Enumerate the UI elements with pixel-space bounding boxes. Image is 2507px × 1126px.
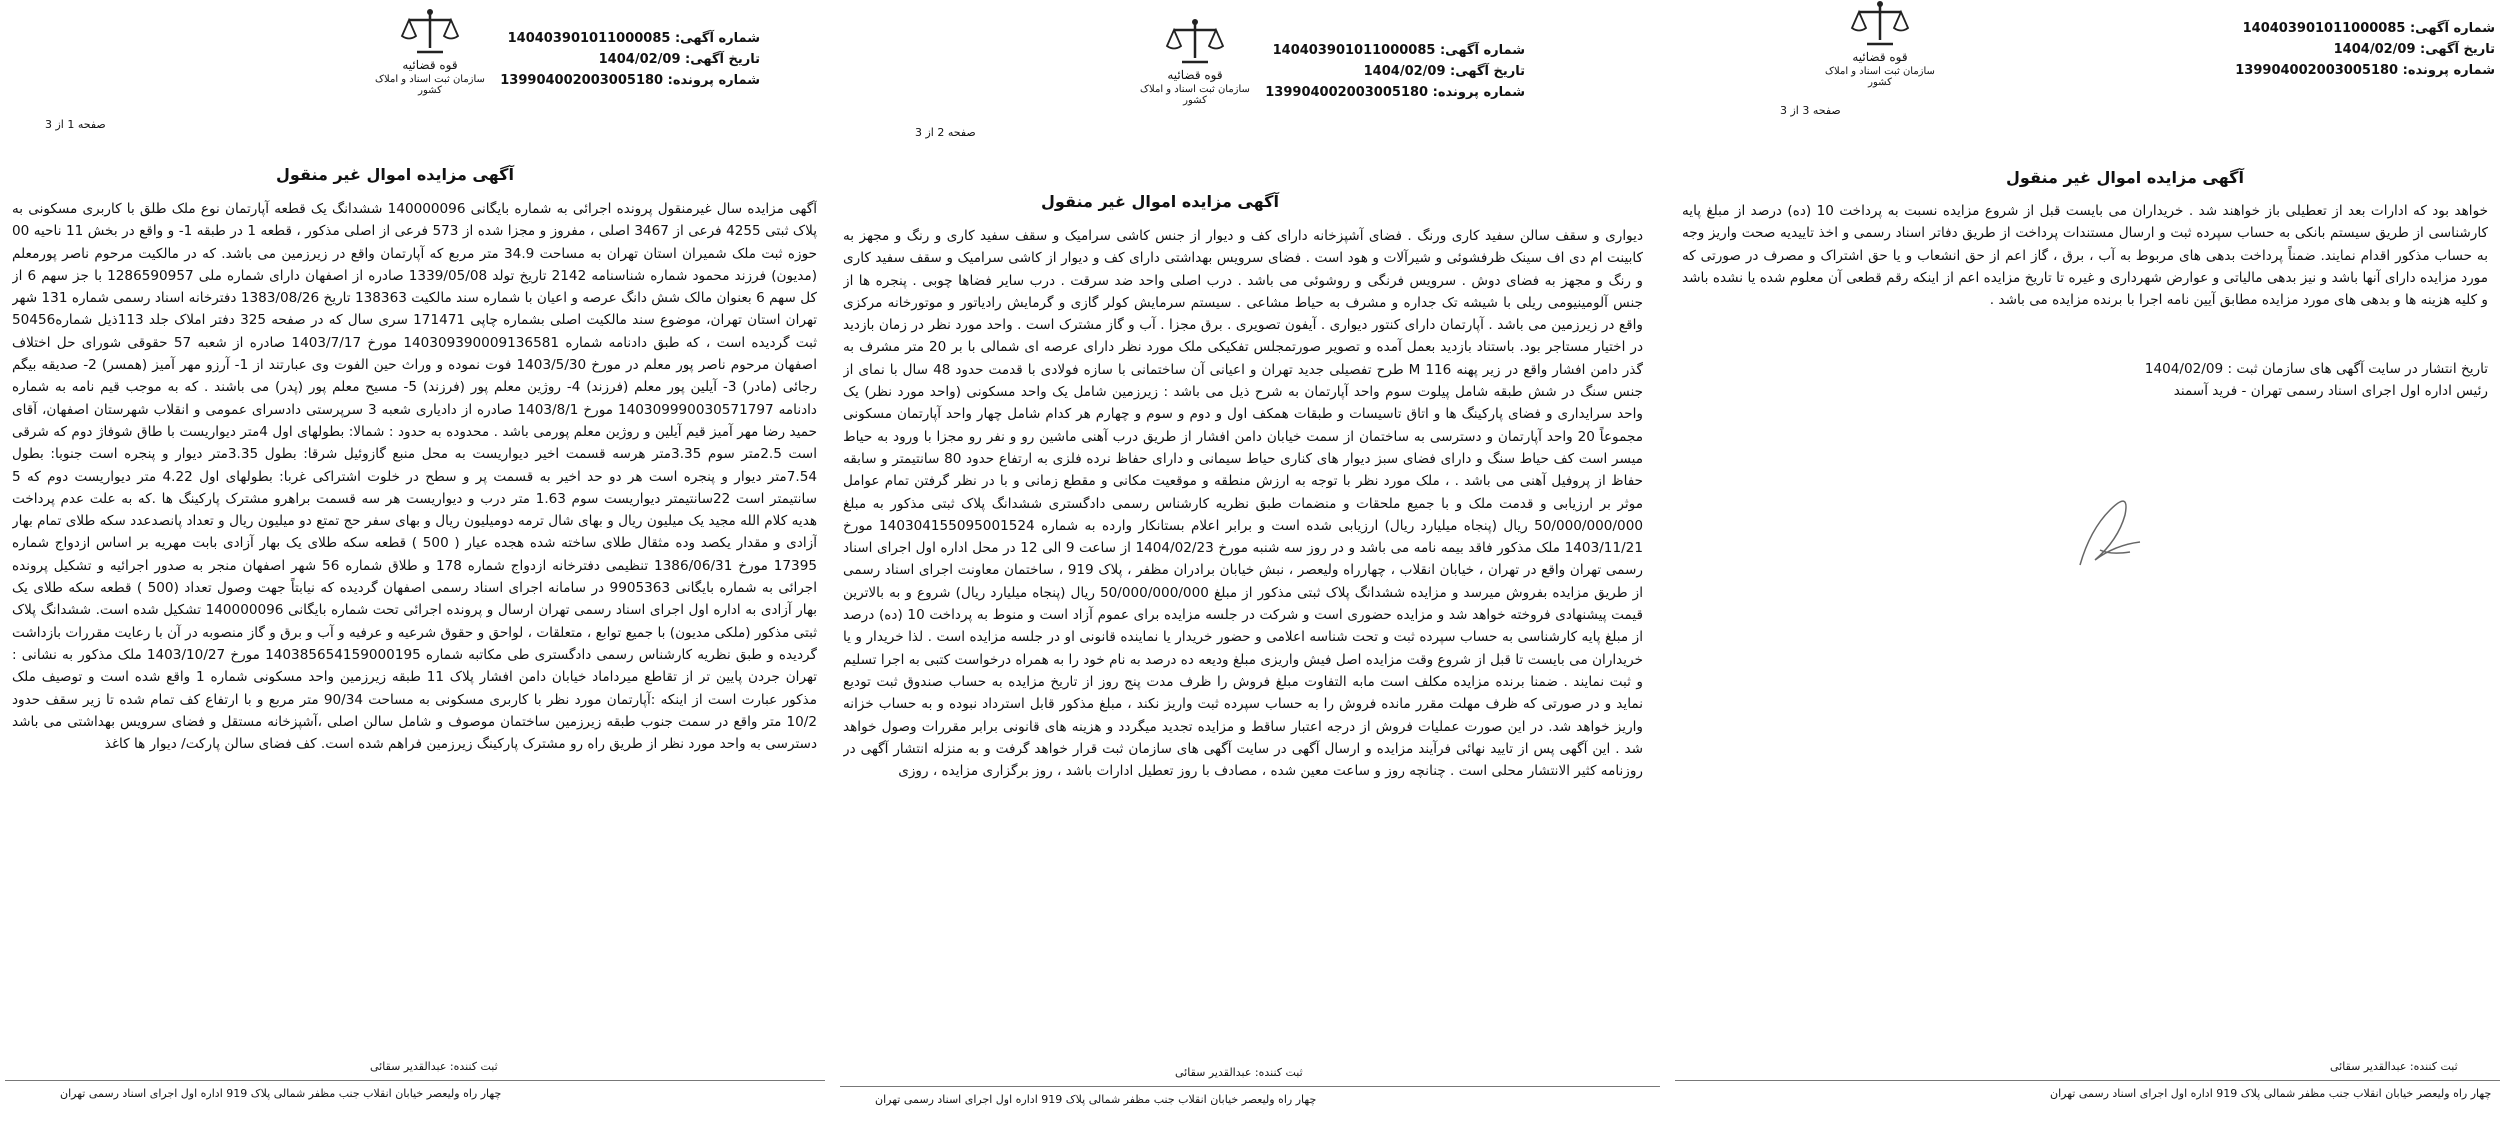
scales-emblem-icon (395, 8, 465, 56)
footer-rule (1675, 1080, 2500, 1081)
notice-date: تاریخ آگهی: 1404/02/09 (2333, 42, 2495, 57)
file-number: شماره پرونده: 139904002003005180 (2235, 63, 2495, 78)
notice-meta (500, 28, 760, 91)
org-name: قوه قضائیه (1167, 68, 1223, 82)
judiciary-emblem (1820, 0, 1940, 88)
publish-line: تاریخ انتشار در سایت آگهی های سازمان ثبت : (2227, 361, 2488, 377)
publish-info (1682, 358, 2488, 433)
registrar: ثبت کننده: عبدالقدیر سقائی (2330, 1060, 2458, 1073)
file-number: شماره پرونده: 139904002003005180 (1265, 85, 1525, 100)
notice-page-3 (1670, 0, 2505, 1126)
notice-title: آگهی مزایده اموال غیر منقول (1041, 192, 1279, 211)
office-address: چهار راه ولیعصر خیابان انقلاب جنب مظفر شمالی پلاک 919 اداره اول اجرای اسناد رسمی تهران (875, 1093, 1317, 1106)
handwritten-signature (2070, 490, 2150, 580)
footer-rule (840, 1086, 1660, 1087)
notice-title: آگهی مزایده اموال غیر منقول (276, 165, 514, 184)
judiciary-emblem (1135, 18, 1255, 106)
notice-number: شماره آگهی: 140403901011000085 (507, 31, 760, 46)
file-number: شماره پرونده: 139904002003005180 (500, 73, 760, 88)
notice-body: دیواری و سقف سالن سفید کاری ورنگ . فضای آشپزخانه دارای کف و دیوار از جنس کاشی سرامیک و سقف سفید کاری و رنگ و مجهز به کابینت ام دی اف سینک ظرفشوئی و شیرآلات و هود است . فضای سرویس بهداشتی دارای کف و دیوار از کاشی سرامیک و سقف سفید کاری و رنگ و مجهز به فضای دوش . سرویس فرنگی و روشوئی می باشد . درب اصلی واحد ضد سرقت . درب سایر فضاها چوبی . پنجره ها از جنس آلومینیومی ریلی با شیشه تک جداره و مشرف به حیاط مشاعی . سیستم سرمایش کولر گازی و گرمایش رادیاتور و موتورخانه مرکزی واقع در زیرزمین می باشد . آپارتمان دارای کنتور دیواری . آیفون تصویری . برق مجزا . آب و گاز مشترک است . واحد مورد نظر در زمان بازدید در اختیار مستاجر بود. باستناد بازدید بعمل آمده و تصویر صورتمجلس تفکیکی ملک مورد نظر دارای عرصه ای شمالی با بر 20 متر مشرف به گذر دامن افشار واقع در زیر پهنه M 116 طرح تفصیلی جدید تهران و اعیانی آن ساختمانی با سازه فولادی با قدمت حدود 48 سال با نمای از جنس سنگ در شش طبقه شامل پیلوت سوم واحد آپارتمان به شرح ذیل می باشد : زیرزمین شامل یک واحد مسکونی (واحد مورد نظر) یک واحد سرایداری و فضای پارکینگ ها و اتاق تاسیسات و طبقات همکف اول و دوم و سوم و چهارم هر کدام شامل چهار واحد آپارتمان مسکونی مجموعاً 20 واحد آپارتمان و دسترسی به ساختمان از سمت خیابان دامن افشار از طریق درب آهنی ماشین رو و نفر رو مجزا با ورود به حیاط میسر است کف حیاط سنگ و دارای فضای سبز دیوار های کناری حیاط سیمانی و دارای حفاظ نرده فلزی به ارتفاع حدود 80 سانتیمتر و سابقه حفاظ از پروفیل آهنی می باشد . ، ملک مورد نظر با توجه به ارزش منطقه و موقعیت مکانی و مقطع زمانی و با در نظر گرفتن تمام عوامل موثر بر ارزیابی و قدمت ملک و با جمیع ملحقات و منضمات طبق نظریه کارشناس رسمی دادگستری ششدانگ پلاک ثبتی مذکور به مبلغ 50/000/000/000 ریال (پنجاه میلیارد ریال) ارزیابی شده است و برابر اعلام بستانکار وارده به شماره 140304155095001524 مورخ 1403/11/21 ملک مذکور فاقد بیمه نامه می باشد و در روز سه شنبه مورخ 1404/02/23 از ساعت 9 الی 12 در محل اداره اول اجرای اسناد رسمی تهران واقع در تهران ، خیابان انقلاب ، چهارراه ولیعصر ، نبش خیابان برادران مظفر ، پلاک 919 ، ساختمان معاونت اجرای اسناد رسمی از طریق مزایده بفروش میرسد و مزایده ششدانگ پلاک ثبتی مذکور از مبلغ 50/000/000/000 ریال (پنجاه میلیارد ریال) شروع و به بالاترین قیمت پیشنهادی فروخته خواهد شد و مزایده حضوری است و شرکت در جلسه مزایده برای عموم آزاد است و منوط به پرداخت 10 (ده) درصد از مبلغ پایه کارشناسی به حساب سپرده ثبت و تحت شناسه اعلامی و حضور خریدار یا نماینده قانونی او در جلسه مزایده است . لذا خریدار و یا خریداران می بایست تا قبل از شروع وقت مزایده اصل فیش واریزی مبلغ ودیعه ده درصد به نام خود را به همراه درخواست کتبی به اجرا تسلیم و ثبت نمایند . ضمنا برنده مزایده مکلف است مابه التفاوت مبلغ فروش را ظرف مدت پنج روز از تاریخ مزایده به حساب صندوق ثبت تودیع نماید و در صورتی که ظرف مهلت مقرر مانده فروش را به حساب سپرده ثبت واریز نکند ، مبلغ مذکور قابل استرداد نبوده و به حساب خزانه واریز خواهد شد. در این صورت عملیات فروش از درجه اعتبار ساقط و مزایده تجدید میگردد و هزینه های قانونی برابر مقررات وصول خواهد شد . این آگهی پس از تایید نهائی فرآیند مزایده و ارسال آگهی در سایت آگهی های سازمان ثبت قرار خواهد گرفت و به منزله انتشار آگهی در روزنامه کثیر الانتشار محلی است . چنانچه روز و ساعت معین شده ، مصادف با روز تعطیل ادارات باشد ، روز برگزاری مزایده ، روزی (843, 228, 1643, 780)
notice-title: آگهی مزایده اموال غیر منقول (2006, 168, 2244, 187)
notice-date: تاریخ آگهی: 1404/02/09 (1363, 64, 1525, 79)
org-name: قوه قضائیه (402, 58, 458, 72)
notice-body: خواهد بود که ادارات بعد از تعطیلی باز خواهند شد . خریداران می بایست قبل از شروع مزایده نسبت به پرداخت 10 (ده) درصد از مبلغ پایه کارشناسی از طریق سیستم بانکی به حساب سپرده ثبت و ارسال مستندات پرداخت از طریق دفاتر اسناد رسمی و اخذ تاییدیه صحت واریز وجه به حساب مذکور اقدام نمایند. ضمناً پرداخت بدهی های مربوط به آب ، برق ، گاز اعم از حق انشعاب و یا حق اشتراک و مصرف در صورتی که مورد مزایده دارای آنها باشد و نیز بدهی مالیاتی و عوارض شهرداری و غیره تا تاریخ مزایده اعم از اینکه رقم قطعی آن معلوم شده یا نشده باشد و کلیه هزینه ها و بدهی های مورد مزایده مطابق آیین نامه اجرا با برنده مزایده می باشد . (1682, 203, 2488, 309)
notice-number: شماره آگهی: 140403901011000085 (1272, 43, 1525, 58)
notice-meta (1265, 40, 1525, 103)
notice-date: تاریخ آگهی: 1404/02/09 (598, 52, 760, 67)
registrar: ثبت کننده: عبدالقدیر سقائی (1175, 1066, 1303, 1079)
notice-page-1 (0, 0, 835, 1126)
org-subname: سازمان ثبت اسناد و املاک کشور (1140, 84, 1250, 106)
org-name: قوه قضائیه (1852, 50, 1908, 64)
notice-meta (2230, 18, 2495, 81)
registrar: ثبت کننده: عبدالقدیر سقائی (370, 1060, 498, 1073)
judiciary-emblem (370, 8, 490, 96)
scales-emblem-icon (1160, 18, 1230, 66)
scales-emblem-icon (1845, 0, 1915, 48)
publish-date: 1404/02/09 (2144, 361, 2224, 377)
page-label: صفحه 3 از 3 (1780, 104, 1841, 117)
notice-number: شماره آگهی: 140403901011000085 (2242, 21, 2495, 36)
page-label: صفحه 2 از 3 (915, 126, 976, 139)
org-subname: سازمان ثبت اسناد و املاک کشور (375, 74, 485, 96)
org-subname: سازمان ثبت اسناد و املاک کشور (1825, 66, 1935, 88)
notice-body: آگهی مزایده سال غیرمنقول پرونده اجرائی به شماره بایگانی 140000096 ششدانگ یک قطعه آپارتمان نوع ملک طلق با کاربری مسکونی به پلاک ثبتی 4255 فرعی از 3467 اصلی ، مفروز و مجزا شده از 573 فرعی از اصلی مذکور ، قطعه 1 در طبقه 1- و واقع در بخش 11 ناحیه 00 حوزه ثبت ملک شمیران استان تهران به مساحت 34.9 متر مربع که آپارتمان واقع در زیرزمین می باشد. که در مالکیت مرحوم ناصر پورمعلم (مدیون) فرزند محمود شماره شناسنامه 2142 تاریخ تولد 1339/05/08 صادره از اصفهان دارای شماره ملی 1286590957 با جز سهم 6 از کل سهم 6 بعنوان مالک شش دانگ عرصه و اعیان با شماره سند مالکیت 138363 تاریخ 1383/08/26 دفترخانه اسناد رسمی شماره 131 شهر تهران استان تهران، موضوع سند مالکیت اصلی بشماره چاپی 171471 سری سال که در صفحه 325 دفتر املاک جلد 113ذیل شماره50456 ثبت گردیده است ، که طبق دادنامه شماره 140309390009136581 مورخ 1403/7/17 صادره از شعبه 57 حقوقی شورای حل اختلاف اصفهان مرحوم ناصر پور معلم در مورخ 1403/5/30 فوت نموده و وراث حین الفوت وی عبارتند از 1- آرزو مهر آمیز (همسر) 2- صدیقه بیگم رجائی (مادر) 3- آیلین پور معلم (فرزند) 4- روژین معلم پور (فرزند) 5- مسیح معلم پور (پدر) می باشند . که به موجب قیم نامه به شماره دادنامه 140309990030571797 مورخ 1403/8/1 صادره از دادیاری شعبه 3 سرپرستی دادسرای عمومی و انقلاب شهرستان اصفهان، آقای حمید رضا مهر آمیز قیم آیلین و روژین معلم پورمی باشد . محدوده به حدود : شمالا: بطولهای اول 4متر دیواریست با طاق شوفاژ دوم که شرقی است 2.5متر سوم 3.35متر هرسه قسمت اخیر دیواریست به محل منبع گازوئیل شرقا: بطول 3.35متر دیوار و پنجره است جنوبا: بطول 7.54متر دیوار و پنجره است هر دو حد اخیر به قسمت پر و سطح در خلوت اشتراکی غربا: بطولهای اول 4.22 متر دیواریست دوم که 5 سانتیمتر است 22سانتیمتر دیواریست سوم 1.63 متر درب و دیواریست هر سه قسمت براهرو مشترک پارکینگ ها .که به علت عدم پرداخت هدیه کلام الله مجید یک میلیون ریال و بهای شال ترمه دومیلیون ریال و بهای سفر حج تمتع دو میلیون ریال و تعداد پانصدعدد سکه طلای تمام بهار آزادی و مقدار یکصد وده مثقال طلای ساخته شده هجده عیار ( 500 ) قطعه سکه طلای یک بهار آزادی بابت مهریه بر اساس ازدواج شماره 17395 مورخ 1386/06/31 تنظیمی دفترخانه ازدواج شماره 178 و طلاق شماره 56 شهر اصفهان منجر به صدور اجرائیه و تشکیل پرونده اجرائی به شماره بایگانی 9905363 در سامانه اجرای اسناد رسمی اصفهان گردیده که نیابتاً جهت وصول تعداد (500 ) قطعه سکه طلای یک بهار آزادی به اداره اول اجرای اسناد رسمی تهران ارسال و پرونده اجرائی تحت شماره بایگانی 140000096 تشکیل شده است. ششدانگ پلاک ثبتی مذکور (ملکی مدیون) با جمیع توابع ، متعلقات ، لواحق و حقوق شرعیه و عرفیه و آب و برق و گاز منصوبه در آن با رعایت مقررات بازداشت گردیده و طبق نظریه کارشناس رسمی دادگستری طی مکاتبه شماره 140385654159000195 مورخ 1403/10/27 ملک مذکور به نشانی : تهران جردن پایین تر از تقاطع میرداماد خیابان دامن افشار پلاک 11 طبقه زیرزمین واحد مسکونی شماره 1 واقع شده است و توصیف ملک مذکور عبارت است از اینکه :آپارتمان مورد نظر با کاربری مسکونی به مساحت 90/34 متر مربع و با ارتفاع کف تمام شده تا زیر سقف حدود 10/2 متر واقع در سمت جنوب طبقه زیرزمین ساختمان موصوف و شامل سالن اصلی ،آشپزخانه مستقل و فضای سرویس بهداشتی می باشد دسترسی به واحد مورد نظر از طریق راه رو مشترک پارکینگ زیرزمین فراهم شده است. کف فضای سالن پارکت/ دیوار ها کاغذ (12, 201, 817, 753)
office-address: چهار راه ولیعصر خیابان انقلاب جنب مظفر شمالی پلاک 919 اداره اول اجرای اسناد رسمی تهران (2050, 1087, 2492, 1100)
page-label: صفحه 1 از 3 (45, 118, 106, 131)
signer-line: رئیس اداره اول اجرای اسناد رسمی تهران - فرید آسمند (2173, 383, 2488, 400)
notice-page-2 (835, 0, 1670, 1126)
footer-rule (5, 1080, 825, 1081)
office-address: چهار راه ولیعصر خیابان انقلاب جنب مظفر شمالی پلاک 919 اداره اول اجرای اسناد رسمی تهران (60, 1087, 502, 1100)
